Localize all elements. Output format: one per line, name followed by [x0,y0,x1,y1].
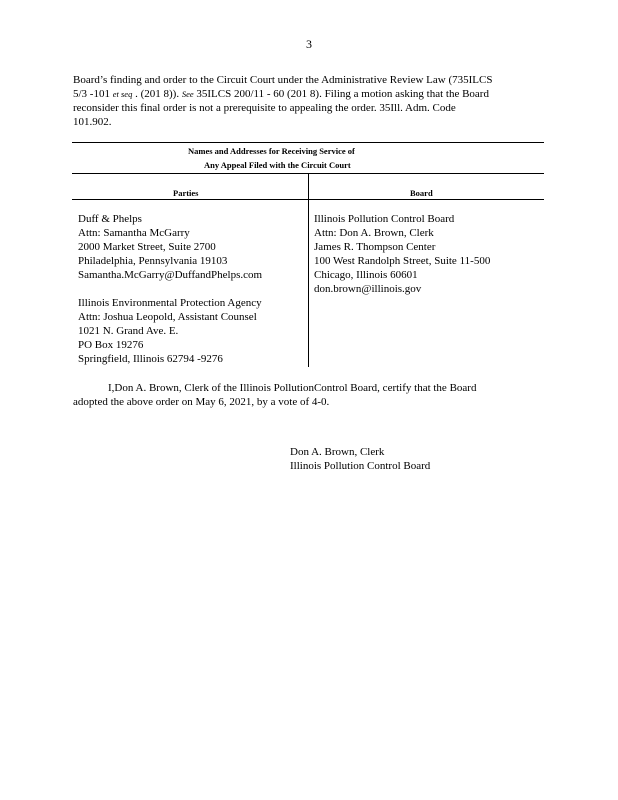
column-header-parties: Parties [173,188,199,198]
signature-org: Illinois Pollution Control Board [290,460,431,472]
board-address-line: 100 West Randolph Street, Suite 11-500 [314,255,491,267]
intro-line-3: reconsider this final order is not a prerequisite to appealing the order. 35Ill. Adm. Code [73,102,456,114]
board-address-line: Illinois Pollution Control Board [314,213,455,225]
intro-italic: et seq [112,89,133,99]
party-address-line: PO Box 19276 [78,339,144,351]
certify-line-2: adopted the above order on May 6, 2021, by a vote of 4-0. [73,396,330,408]
intro-line-4: 101.902. [73,116,112,128]
parties-cell [78,212,262,366]
intro-italic: See [181,89,194,99]
intro-text: 35ILCS 200/11 - 60 (201 8). Filing a motion asking that the Board [196,88,489,100]
certify-line-1: I,Don A. Brown, Clerk of the Illinois PollutionControl Board, certify that the Board [108,382,477,394]
table-column-divider [308,173,309,367]
board-address-line: James R. Thompson Center [314,241,436,253]
table-header-rule [72,199,544,200]
board-address-line: Chicago, Illinois 60601 [314,269,418,281]
table-top-rule [72,142,544,143]
board-cell [314,212,490,296]
page-number: 3 [306,37,312,51]
signature-name: Don A. Brown, Clerk [290,446,385,458]
table-title-line-2: Any Appeal Filed with the Circuit Court [204,160,351,170]
intro-line-1: Board’s finding and order to the Circuit Court under the Administrative Review Law (735ILCS [73,74,493,86]
party-address-line: Philadelphia, Pennsylvania 19103 [78,255,228,267]
intro-text: 5/3 -101 [73,88,110,100]
party-address-line: 1021 N. Grand Ave. E. [78,325,179,337]
intro-line-2 [73,87,489,101]
party-address-line: Springfield, Illinois 62794 -9276 [78,353,223,365]
table-title-line-1: Names and Addresses for Receiving Service of [188,146,355,156]
column-header-board: Board [410,188,433,198]
party-address-line: Duff & Phelps [78,213,142,225]
party-address-line: Attn: Samantha McGarry [78,227,190,239]
board-email: don.brown@illinois.gov [314,283,422,295]
intro-text: . (201 8)). [135,88,180,100]
party-address-line: Illinois Environmental Protection Agency [78,297,262,309]
board-address-line: Attn: Don A. Brown, Clerk [314,227,434,239]
party-email: Samantha.McGarry@DuffandPhelps.com [78,269,263,281]
party-address-line: 2000 Market Street, Suite 2700 [78,241,216,253]
party-address-line: Attn: Joshua Leopold, Assistant Counsel [78,311,257,323]
